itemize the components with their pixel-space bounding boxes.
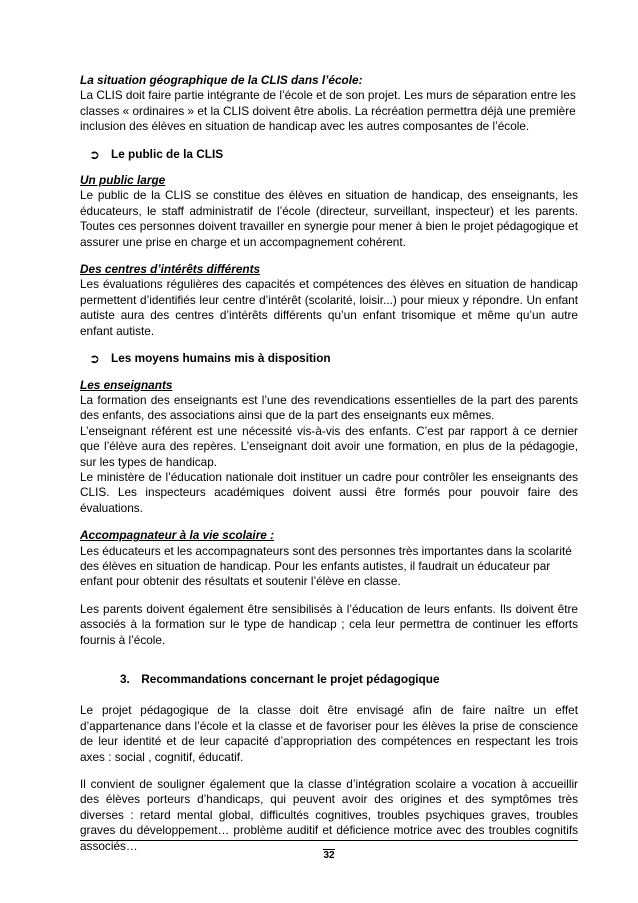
section-heading: Les enseignants (80, 377, 173, 392)
paragraph: Les éducateurs et les accompagnateurs sont des personnes très importantes dans la scolarité des élèves en situation de handicap. Pour les enfants autistes, il faudrait un éducateur par enfant pour obtenir des résultats et soutenir l’élève en classe. (80, 543, 572, 589)
section-school-assistant (80, 528, 578, 648)
paragraph: Il convient de souligner également que la classe d’intégration scolaire a vocation à accueillir des élèves porteurs d’handicaps, qui peuvent avoir des origines et des symptômes très diverses : retard mental global, difficultés cognitives, troubles psychiques graves, troubles graves du développement… problème auditif et déficience motrice avec des troubles cognitifs associés… (80, 777, 578, 853)
heading-label: Recommandations concernant le projet pédagogique (141, 672, 440, 686)
subsection-heading-means (80, 351, 578, 366)
arrow-right-icon: ➲ (89, 351, 100, 367)
numbered-heading-recommendations (80, 672, 578, 687)
arrow-right-icon: ➲ (89, 146, 100, 162)
section-interest-centres (80, 262, 578, 339)
page-number: 32 (323, 850, 335, 861)
paragraph: Les parents doivent également être sensibilisés à l’éducation de leurs enfants. Ils doivent être associés à la formation sur le type de handicap ; cela leur permettra de continuer les efforts fournis à l’école. (80, 601, 578, 647)
section-heading: Accompagnateur à la vie scolaire : (80, 528, 275, 543)
section-heading: Un public large (80, 173, 166, 188)
page-content (80, 73, 578, 854)
paragraph: Le ministère de l’éducation nationale doit instituer un cadre pour contrôler les enseignants des CLIS. Les inspecteurs académiques doivent aussi être formés pour pouvoir faire des évaluations. (80, 469, 578, 515)
paragraph: Les évaluations régulières des capacités et compétences des élèves en situation de handicap permettent d’identifiés leur centre d’intérêt (scolarité, loisir...) pour mieux y répondre. Un enfant autiste aura des centres d’intérêts différents qu’un enfant trisomique et même qu’un autre enfant autiste. (80, 277, 578, 338)
subsection-heading-public (80, 147, 578, 162)
subsection-label: Les moyens humains mis à disposition (111, 351, 331, 366)
heading-number: 3. (120, 672, 130, 686)
section-teachers (80, 378, 578, 517)
paragraph: La CLIS doit faire partie intégrante de l’école et de son projet. Les murs de séparation entre les classes « ordinaires » et la CLIS doivent être abolis. La récréation permettra déjà une première inclusion des élèves en situation de handicap avec les autres composantes de l’école. (80, 88, 576, 134)
paragraph: La formation des enseignants est l’une des revendications essentielles de la part des parents des enfants, des associations ainsi que de la part des enseignants eux mêmes. (80, 392, 578, 423)
page-footer (80, 840, 578, 863)
section-recommendations (80, 703, 578, 854)
paragraph: Le public de la CLIS se constitue des élèves en situation de handicap, des enseignants, les éducateurs, le staff administratif de l’école (directeur, surveillant, inspecteur) et les parents. Toutes ces personnes doivent travailler en synergie pour mener à bien le projet pédagogique et assurer une prise en charge et un accompagnement cohérent. (80, 188, 578, 249)
section-heading: La situation géographique de la CLIS dans l’école: (80, 73, 363, 87)
paragraph: Le projet pédagogique de la classe doit être envisagé afin de faire naître un effet d’appartenance dans l’école et la classe et de favoriser pour les élèves la prise de conscience de leur identité et de leur capacité d’appropriation des compétences en respectant les trois axes : social , cognitif, éducatif. (80, 703, 578, 764)
section-public (80, 173, 578, 250)
section-heading: Des centres d’intérêts différents (80, 262, 261, 277)
subsection-label: Le public de la CLIS (111, 146, 224, 161)
section-geographic-location (80, 73, 578, 135)
paragraph: L’enseignant référent est une nécessité vis-à-vis des enfants. C’est par rapport à ce dernier que l’élève aura des repères. L’enseignant doit avoir une formation, en plus de la pédagogie, sur les types de handicap. (80, 423, 578, 469)
